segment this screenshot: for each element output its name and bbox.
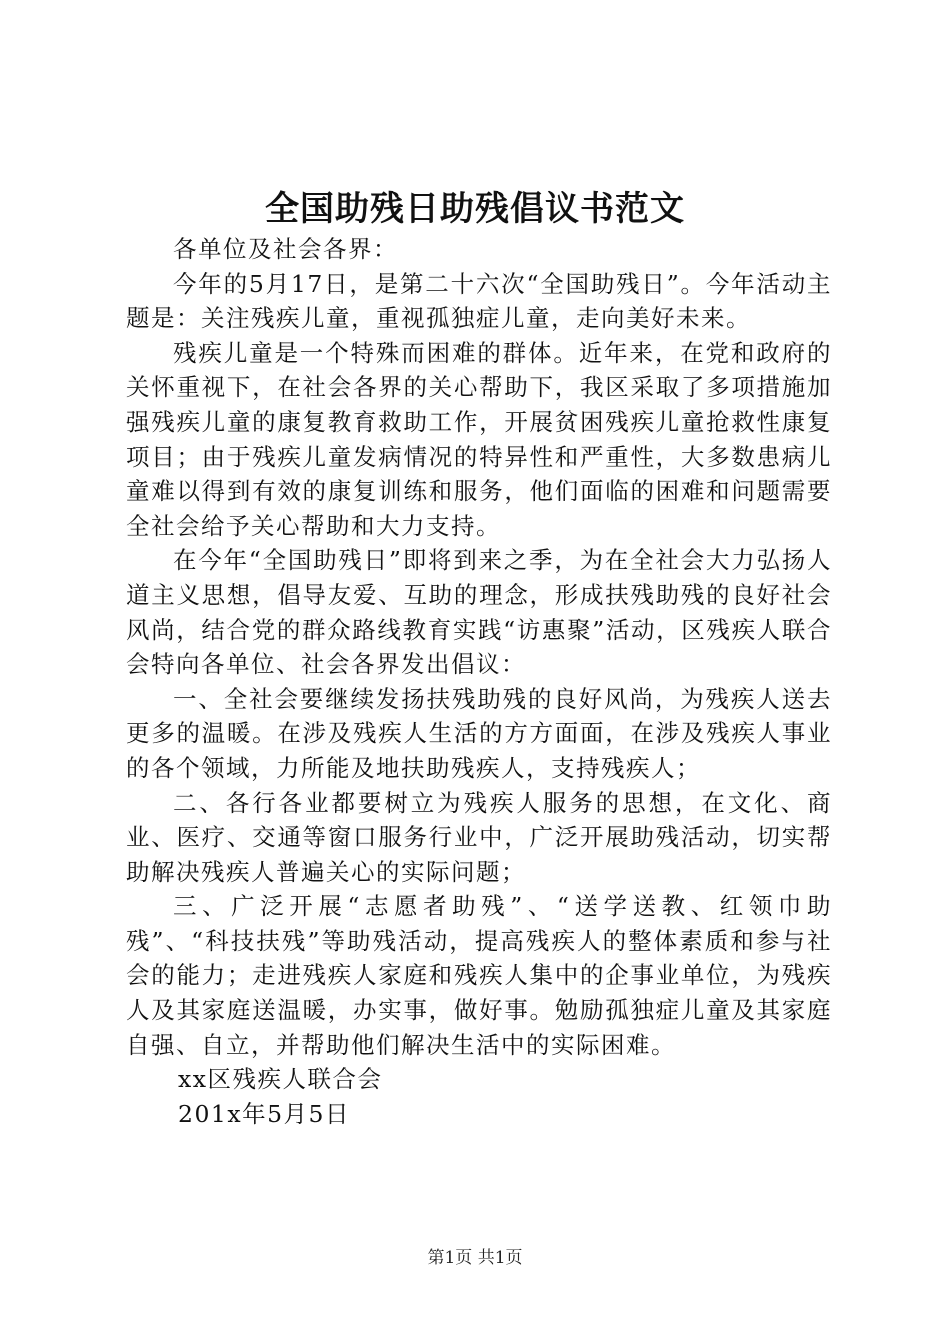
document-title: 全国助残日助残倡议书范文: [265, 189, 685, 229]
paragraph-3: 在今年“全国助残日”即将到来之季，为在全社会大力弘扬人道主义思想，倡导友爱、互助的理念，形成扶残助残的良好社会风尚，结合党的群众路线教育实践“访惠聚”活动，区残疾人联合会特向各单位、社会各界发出倡议：: [126, 546, 832, 679]
paragraph-1: 今年的5月17日，是第二十六次“全国助残日”。今年活动主题是：关注残疾儿童，重视孤独症儿童，走向美好未来。: [126, 269, 832, 333]
salutation: 各单位及社会各界：: [173, 235, 398, 263]
document-body: [126, 232, 832, 1131]
signature-organization: xx区残疾人联合会: [178, 1065, 383, 1094]
paragraph-2: 残疾儿童是一个特殊而困难的群体。近年来，在党和政府的关怀重视下，在社会各界的关心帮助下，我区采取了多项措施加强残疾儿童的康复教育救助工作，开展贫困残疾儿童抢救性康复项目；由于残疾儿童发病情况的特异性和严重性，大多数患病儿童难以得到有效的康复训练和服务，他们面临的困难和问题需要全社会给予关心帮助和大力支持。: [126, 338, 832, 540]
proposal-item-3: 三、广泛开展“志愿者助残”、“送学送教、红领巾助残”、“科技扶残”等助残活动，提高残疾人的整体素质和参与社会的能力；走进残疾人家庭和残疾人集中的企事业单位，为残疾人及其家庭送温暖，办实事，做好事。勉励孤独症儿童及其家庭自强、自立，并帮助他们解决生活中的实际困难。: [126, 892, 832, 1059]
page-footer: 第1页 共1页: [427, 1248, 523, 1268]
signature-date: 201x年5月5日: [178, 1099, 351, 1128]
proposal-item-2: 二、各行各业都要树立为残疾人服务的思想，在文化、商业、医疗、交通等窗口服务行业中，广泛开展助残活动，切实帮助解决残疾人普遍关心的实际问题；: [126, 788, 832, 886]
proposal-item-1: 一、全社会要继续发扬扶残助残的良好风尚，为残疾人送去更多的温暖。在涉及残疾人生活的方方面面，在涉及残疾人事业的各个领域，力所能及地扶助残疾人，支持残疾人；: [126, 684, 832, 782]
